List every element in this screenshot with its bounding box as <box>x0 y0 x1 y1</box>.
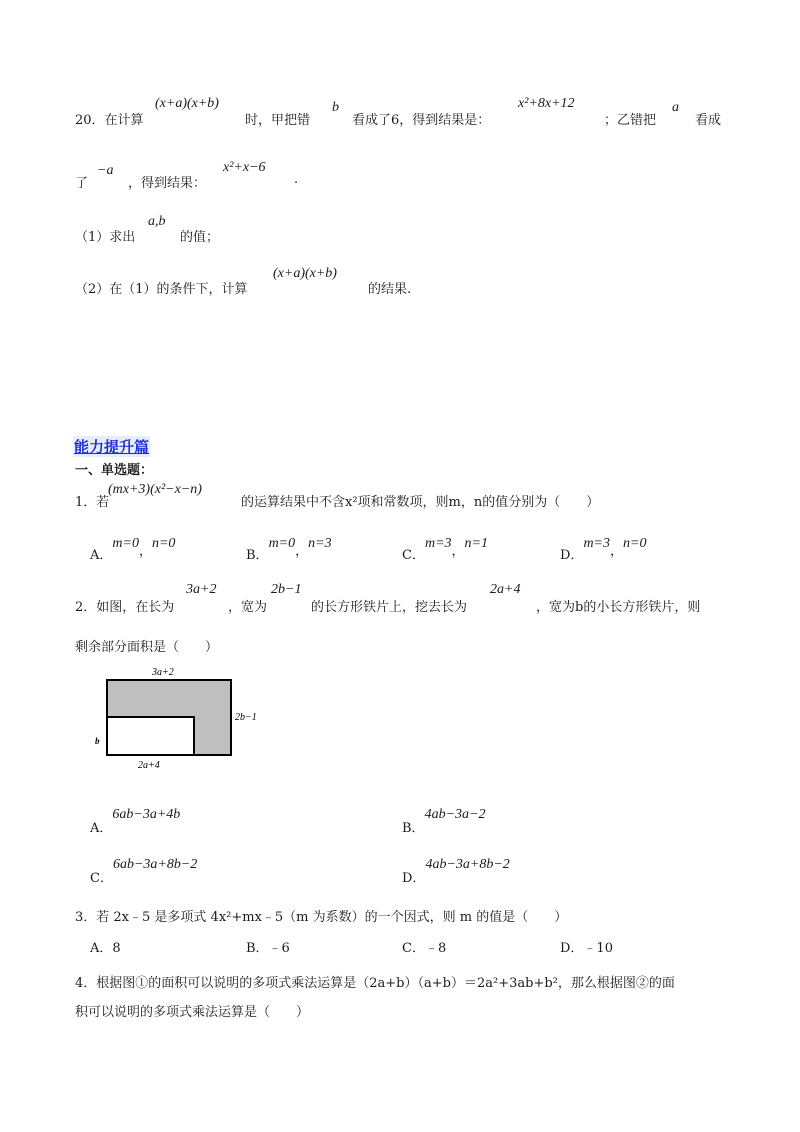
option-value-m: m=3 <box>424 536 452 551</box>
option-label: C． <box>402 548 425 563</box>
q4-line-1: 4．根据图①的面积可以说明的多项式乘法运算是（2a+b）（a+b）＝2a²+3ab+b²，那么根据图②的面 <box>75 976 675 991</box>
q3-option-a[interactable]: A．8 <box>90 941 121 956</box>
option-value-m: m=0 <box>268 536 296 551</box>
q2-prefix: 2．如图，在长为 <box>75 600 175 615</box>
q20-part2-suffix: 的结果. <box>368 282 412 297</box>
q4-line-2: 积可以说明的多项式乘法运算是（ ） <box>75 1005 310 1020</box>
q2-option-b[interactable] <box>402 803 486 836</box>
option-value-n: n=0 <box>623 536 647 551</box>
q1-expression: (mx+3)(x²−x−n) <box>108 482 202 497</box>
option-value-n: n=3 <box>308 536 332 551</box>
option-expression: 6ab−3a+4b <box>112 807 181 822</box>
q3-option-b[interactable]: B．﹣6 <box>246 941 290 956</box>
option-label: B． <box>246 548 269 563</box>
section-heading: 能力提升篇 <box>74 438 150 456</box>
q1-prefix: 1．若 <box>75 495 110 510</box>
q3-option-d[interactable]: D．﹣10 <box>560 941 613 956</box>
option-value-m: m=3 <box>583 536 610 551</box>
q2-option-d[interactable] <box>402 853 510 886</box>
q20-part1-vars: a,b <box>148 214 166 229</box>
small-rectangle <box>107 717 194 755</box>
q1-option-b[interactable] <box>246 532 332 563</box>
q20-text-2: 看成了6，得到结果是： <box>352 113 491 128</box>
option-label: C． <box>90 871 113 886</box>
q2-option-a[interactable] <box>90 803 181 836</box>
q20-text-5: 了 <box>75 176 89 191</box>
subsection-heading: 一、单选题： <box>75 463 154 478</box>
q1-option-a[interactable] <box>90 532 176 563</box>
q1-option-d[interactable] <box>560 532 647 563</box>
q20-part1-prefix: （1）求出 <box>75 230 136 245</box>
q20-var-b: b <box>332 100 339 115</box>
q20-result-1: x²+8x+12 <box>518 96 575 111</box>
option-label: A． <box>90 821 113 836</box>
option-sep: ， <box>610 544 624 559</box>
q1-option-c[interactable] <box>402 532 488 563</box>
q20-text-6: ，得到结果： <box>128 176 207 191</box>
option-label: B． <box>402 821 425 836</box>
q20-text-3: ；乙错把 <box>604 113 657 128</box>
q3-option-c[interactable]: C．﹣8 <box>402 941 447 956</box>
option-sep: ， <box>138 544 152 559</box>
option-value-n: n=1 <box>464 536 488 551</box>
figure-label-left: b <box>95 736 100 746</box>
q2-text-1: ，宽为 <box>228 600 268 615</box>
q20-part2-prefix: （2）在（1）的条件下，计算 <box>75 282 248 297</box>
option-sep: ， <box>295 544 309 559</box>
figure-label-top: 3a+2 <box>152 667 174 678</box>
q2-text-2: 的长方形铁片上，挖去长为 <box>311 600 468 615</box>
q1-text: 的运算结果中不含x²项和常数项，则m，n的值分别为（ ） <box>241 495 600 510</box>
q20-period: . <box>294 172 299 187</box>
q20-part2-expression: (x+a)(x+b) <box>273 266 337 281</box>
figure-label-bottom: 2a+4 <box>138 760 160 770</box>
option-value-n: n=0 <box>151 536 176 551</box>
q20-result-2: x²+x−6 <box>223 160 266 175</box>
q20-var-a: a <box>672 100 679 115</box>
option-value-m: m=0 <box>112 536 139 551</box>
q2-length: 3a+2 <box>186 582 217 597</box>
q20-expression: (x+a)(x+b) <box>155 96 219 111</box>
q20-number: 20．在计算 <box>75 113 144 128</box>
figure-label-right: 2b−1 <box>235 712 257 723</box>
q2-text-3: ，宽为b的小长方形铁片，则 <box>536 600 701 615</box>
q3-text: 3．若 2x﹣5 是多项式 4x²+mx﹣5（m 为系数）的一个因式，则 m 的值是（ ） <box>75 910 568 925</box>
option-expression: 6ab−3a+8b−2 <box>112 857 198 872</box>
q2-figure <box>90 660 270 770</box>
q20-text-1: 时，甲把错 <box>245 113 311 128</box>
q2-width: 2b−1 <box>271 582 302 597</box>
q2-text-line2: 剩余部分面积是（ ） <box>75 640 219 655</box>
option-label: A． <box>90 548 113 563</box>
q20-text-4: 看成 <box>695 113 722 128</box>
option-sep: ， <box>451 544 465 559</box>
option-expression: 4ab−3a−2 <box>424 807 486 822</box>
q20-part1-suffix: 的值； <box>180 230 220 245</box>
q20-neg-a: −a <box>97 163 114 178</box>
q2-length-2: 2a+4 <box>490 582 521 597</box>
option-label: D． <box>402 871 426 886</box>
option-expression: 4ab−3a+8b−2 <box>425 857 510 872</box>
option-label: D． <box>560 548 584 563</box>
q2-option-c[interactable] <box>90 853 198 886</box>
